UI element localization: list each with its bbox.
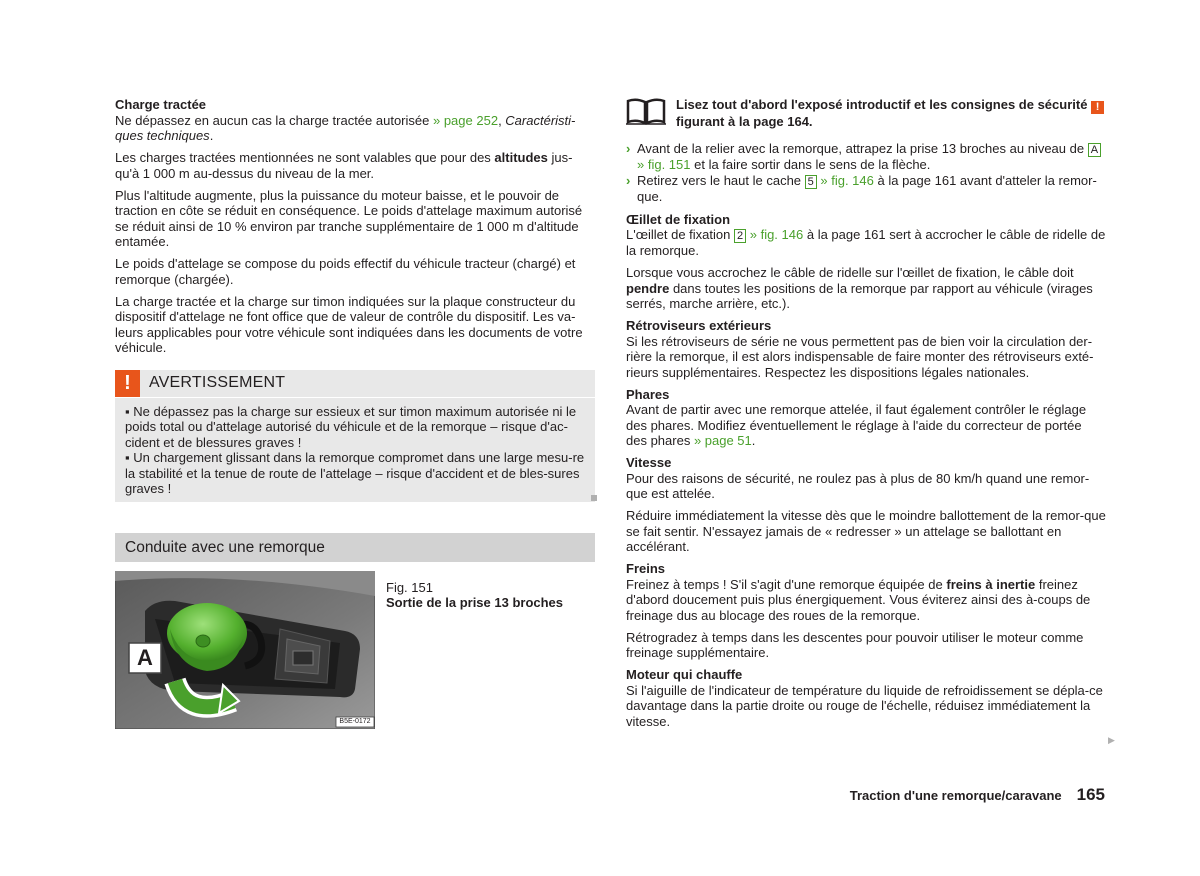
figure-caption-text: Sortie de la prise 13 broches xyxy=(386,595,564,610)
paragraph-ballottement: Réduire immédiatement la vitesse dès que le moindre ballottement de la remor-que se fait sentir. N'essayez jamais de « redresser » un attelage se ballottant en accélérant. xyxy=(626,508,1106,554)
paragraph-retrogradez: Rétrogradez à temps dans les descentes pour pouvoir utiliser le moteur comme freinage supplémentaire. xyxy=(626,629,1084,660)
paragraph-altitude-power: Plus l'altitude augmente, plus la puissance du moteur baisse, et le pouvoir de traction en côte se réduit en conséquence. Le poids d'attelage maximum autorisé se réduit ainsi de 10 % environ par tranche supplémentaire de 1 000 m d'altitude entamée. xyxy=(115,187,583,249)
callout-text xyxy=(676,97,1104,130)
heading-freins: Freins xyxy=(626,561,666,576)
figure-key-2: 2 xyxy=(734,229,746,243)
paragraph-retroviseurs xyxy=(626,318,1106,380)
text: dans toutes les positions de la remorque par rapport au véhicule (virages serrés, marche arrière, etc.). xyxy=(626,280,1093,311)
page-footer xyxy=(850,787,1105,804)
text: à la page 161 sert à accrocher le câble de ridelle de la remorque. xyxy=(626,227,1106,258)
warning-title: AVERTISSEMENT xyxy=(149,374,286,392)
paragraph-poids-attelage: Le poids d'attelage se compose du poids effectif du véhicule tracteur (chargé) et remorque (chargée). xyxy=(115,256,576,287)
text: . xyxy=(751,433,756,448)
paragraph-charge xyxy=(115,97,595,144)
heading-retroviseurs: Rétroviseurs extérieurs xyxy=(626,318,772,333)
heading-charge-tractee: Charge tractée xyxy=(115,97,207,112)
text: Retirez vers le haut le cache xyxy=(637,173,805,188)
book-icon xyxy=(626,97,666,125)
paragraph-oeillet xyxy=(626,212,1106,259)
continue-arrow-icon: ▶ xyxy=(1108,735,1115,745)
text: Avant de la relier avec la remorque, attrapez la prise 13 broches au niveau de xyxy=(637,140,1088,156)
text: freinez d'abord doucement puis plus énergiquement. Vous éviterez ainsi des à-coups de freinage dus au blocage des roues de la remorque. xyxy=(626,576,1091,623)
heading-vitesse: Vitesse xyxy=(626,455,672,470)
footer-section-title: Traction d'une remorque/caravane xyxy=(849,788,1062,803)
end-marker-icon xyxy=(591,495,597,501)
paragraph-altitudes xyxy=(115,150,595,181)
link-fig-146[interactable]: » fig. 146 xyxy=(820,173,874,188)
warning-item: ▪ Ne dépassez pas la charge sur essieux et sur timon maximum autorisée ni le poids total ou d'attelage autorisé du véhicule et de la remorque – risque d'ac-cident et de blessures graves ! xyxy=(125,403,577,450)
text: . xyxy=(209,128,214,143)
heading-oeillet: Œillet de fixation xyxy=(626,211,731,227)
heading-phares: Phares xyxy=(626,386,670,402)
text: Avant de partir avec une remorque attelée, il faut également contrôler le réglage des phares. Modifiez éventuellement le réglage à l'aide du correcteur de portée des phares xyxy=(626,402,1087,448)
link-fig-151[interactable]: » fig. 151 xyxy=(637,156,691,172)
step-item xyxy=(626,173,1106,205)
text-bold: altitudes xyxy=(494,150,548,165)
paragraph-moteur xyxy=(626,667,1106,729)
text: Lisez tout d'abord l'exposé introductif et les consignes de sécurité xyxy=(676,97,1092,112)
text-bold: freins à inertie xyxy=(946,576,1036,592)
left-column xyxy=(115,97,595,729)
text-bold: pendre xyxy=(626,280,670,296)
paragraph-phares xyxy=(626,387,1106,449)
right-column xyxy=(626,97,1106,736)
figure-key-5: 5 xyxy=(805,175,817,189)
paragraph-cable xyxy=(626,265,1106,312)
figure-image xyxy=(115,571,375,729)
warning-icon: ! xyxy=(115,370,140,397)
warning-box xyxy=(115,370,595,502)
warning-item-text: Un chargement glissant dans la remorque compromet dans une large mesu-re la stabilité et la tenue de route de l'attelage – risque d'accident et de bles-sures graves ! xyxy=(125,450,585,496)
link-page-252[interactable]: » page 252 xyxy=(432,112,499,128)
link-page-51[interactable]: » page 51 xyxy=(693,433,752,448)
text: et la faire sortir dans le sens de la flèche. xyxy=(690,156,931,172)
figure-caption xyxy=(386,580,563,729)
section-title: Conduite avec une remorque xyxy=(115,533,595,562)
step-arrow-icon: › xyxy=(626,173,631,188)
text-italic: Caractéristi-ques techniques xyxy=(115,112,576,143)
text: Les charges tractées mentionnées ne sont valables que pour des xyxy=(115,150,495,165)
warning-header xyxy=(115,370,595,398)
paragraph-vitesse xyxy=(626,455,1106,502)
figure-label-a: A xyxy=(137,644,153,670)
text: Si les rétroviseurs de série ne vous permettent pas de bien voir la circulation der-rière la remorque, il est alors indispensable de faire monter des rétroviseurs exté-rieurs supplémentaires. Respectez les dispositions légales nationales. xyxy=(626,333,1094,380)
figure-number: Fig. 151 xyxy=(386,579,433,595)
step-arrow-icon: › xyxy=(626,140,631,156)
page-number: 165 xyxy=(1076,785,1105,804)
warning-item: ▪ Un chargement glissant dans la remorque compromet dans une large mesu-re la stabilité et la tenue de route de l'attelage – risque d'accident et de bles-sures graves ! xyxy=(125,450,585,496)
warning-mini-icon: ! xyxy=(1091,101,1104,114)
text: Ne dépassez en aucun cas la charge tractée autorisée xyxy=(115,112,433,128)
heading-moteur: Moteur qui chauffe xyxy=(626,667,743,682)
read-first-callout xyxy=(626,97,1106,130)
text: L'œillet de fixation xyxy=(626,227,734,242)
text: Freinez à temps ! S'il s'agit d'une remorque équipée de xyxy=(626,576,947,592)
paragraph-freins xyxy=(626,561,1106,623)
figure-code: B5E-0172 xyxy=(339,717,371,725)
paragraph-plaque: La charge tractée et la charge sur timon indiquées sur la plaque constructeur du dispositif d'attelage ne font office que de valeur de contrôle du dispositif. Les va-leurs applicables pour votre véhicule sont indiquées dans les documents de votre véhicule. xyxy=(115,293,583,355)
figure-151 xyxy=(115,571,595,729)
step-text xyxy=(637,141,1106,173)
text: figurant à la page 164. xyxy=(676,114,813,129)
step-item xyxy=(626,141,1106,173)
figure-key-a: A xyxy=(1088,143,1101,157)
text: à la page 161 avant d'atteler la remor-que. xyxy=(637,173,1097,204)
link-fig-146[interactable]: » fig. 146 xyxy=(749,227,804,242)
text: , xyxy=(498,112,506,128)
text: Lorsque vous accrochez le câble de ridelle sur l'œillet de fixation, le câble doit xyxy=(626,265,1074,280)
step-text xyxy=(637,173,1106,205)
text: Si l'aiguille de l'indicateur de température du liquide de refroidissement se dépla-ce davantage dans la partie droite ou rouge de l'échelle, réduisez immédiatement la vitesse. xyxy=(626,682,1103,729)
warning-item-text: Ne dépassez pas la charge sur essieux et sur timon maximum autorisée ni le poids total ou d'attelage autorisé du véhicule et de la remorque – risque d'ac-cident et de blessures graves ! xyxy=(125,403,577,450)
text: jus-qu'à 1 000 m au-dessus du niveau de la mer. xyxy=(115,150,573,181)
text: Pour des raisons de sécurité, ne roulez pas à plus de 80 km/h quand une remor-que est attelée. xyxy=(626,470,1090,501)
